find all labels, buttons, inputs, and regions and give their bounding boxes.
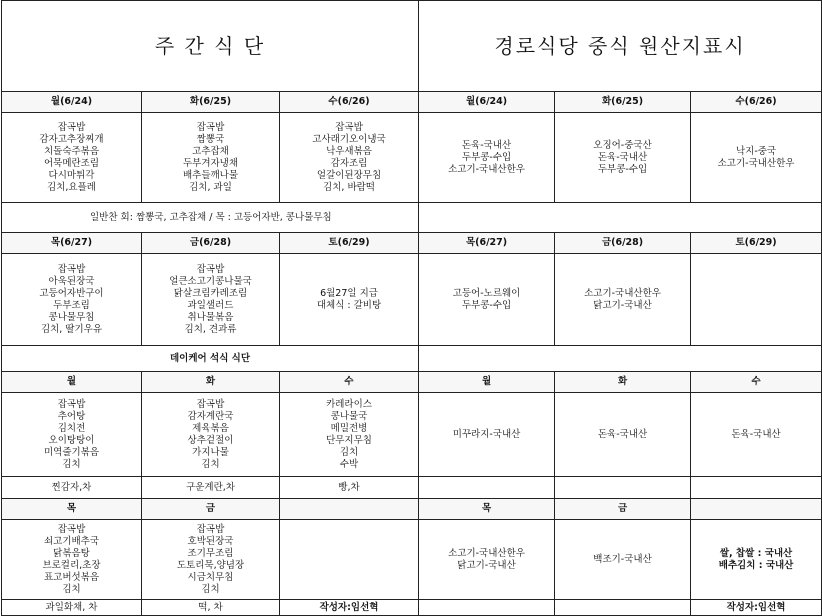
menu-cell: 잡곡밥 고사래기오이냉국 낙우새볶음 감자조림 얼갈이된장무침 김치, 바람떡	[280, 113, 419, 203]
daycare-day-header-row	[2, 372, 822, 393]
empty-cell	[555, 477, 691, 499]
origin-cell	[691, 254, 822, 346]
day-header: 목(6/27)	[2, 233, 142, 254]
empty-cell	[419, 346, 822, 372]
empty-cell	[691, 477, 822, 499]
day-header: 토(6/29)	[280, 233, 419, 254]
week1-menu-row	[2, 113, 822, 203]
origin-cell: 오징어-중국산 돈육-국내산 두부콩-수입	[555, 113, 691, 203]
daycare-menu-row	[2, 393, 822, 477]
week1-day-header-row	[2, 92, 822, 113]
menu-cell: 잡곡밥 추어탕 김치전 오이탕탕이 미역줄기볶음 김치	[2, 393, 142, 477]
snack-cell: 떡, 차	[142, 600, 280, 616]
menu-cell: 카레라이스 콩나물국 메밀전병 단무지무침 김치 수박	[280, 393, 419, 477]
empty-cell	[419, 203, 822, 233]
daycare-day-header-row-2	[2, 499, 822, 520]
menu-cell: 잡곡밥 아욱된장국 고등어자반구이 두부조림 콩나물무침 김치, 딸기우유	[2, 254, 142, 346]
day-header: 목(6/27)	[419, 233, 555, 254]
daycare-title-row	[2, 346, 822, 372]
day-header: 토(6/29)	[691, 233, 822, 254]
snack-cell: 구운계란,차	[142, 477, 280, 499]
menu-cell	[280, 520, 419, 600]
menu-cell: 잡곡밥 얼큰소고기콩나물국 닭살크림카레조림 과일샐러드 취나물볶음 김치, 견과류	[142, 254, 280, 346]
day-header: 수	[280, 372, 419, 393]
day-header	[691, 499, 822, 520]
origin-cell: 미꾸라지-국내산	[419, 393, 555, 477]
origin-cell: 낙지-중국 소고기-국내산한우	[691, 113, 822, 203]
day-header: 금(6/28)	[142, 233, 280, 254]
day-header: 월(6/24)	[419, 92, 555, 113]
day-header	[280, 499, 419, 520]
day-header: 목	[419, 499, 555, 520]
day-header: 화(6/25)	[555, 92, 691, 113]
origin-cell: 소고기-국내산한우 닭고기-국내산	[555, 254, 691, 346]
week2-day-header-row	[2, 233, 822, 254]
menu-cell: 잡곡밥 감자계란국 제육볶음 상추겉절이 가지나물 김치	[142, 393, 280, 477]
daycare-menu-row-2	[2, 520, 822, 600]
origin-cell: 돈육-국내산 두부콩-수입 소고기-국내산한우	[419, 113, 555, 203]
menu-cell: 잡곡밥 짬뽕국 고추잡채 두부겨자냉채 배추들깨나물 김치, 과일	[142, 113, 280, 203]
day-header: 수(6/26)	[280, 92, 419, 113]
empty-cell	[419, 477, 555, 499]
day-header: 금(6/28)	[555, 233, 691, 254]
day-header: 월	[419, 372, 555, 393]
day-header: 화	[555, 372, 691, 393]
author-cell: 작성자:임선혁	[280, 600, 419, 616]
day-header: 금	[555, 499, 691, 520]
day-header: 목	[2, 499, 142, 520]
day-header: 화	[142, 372, 280, 393]
menu-cell: 잡곡밥 감자고추장찌개 치돌숙주볶음 어묵메란조림 다시마튀각 김치,요플레	[2, 113, 142, 203]
daycare-title: 데이케어 석식 식단	[2, 346, 419, 372]
meal-table	[1, 0, 822, 616]
day-header: 금	[142, 499, 280, 520]
menu-cell: 잡곡밥 쇠고기배추국 닭볶음탕 브로컬리,초장 표고버섯볶음 김치	[2, 520, 142, 600]
origin-title: 경로식당 중식 원산지표시	[419, 1, 822, 92]
author-cell: 작성자:임선혁	[691, 600, 822, 616]
origin-cell: 돈육-국내산	[691, 393, 822, 477]
empty-cell	[419, 600, 555, 616]
snack-cell: 빵,차	[280, 477, 419, 499]
origin-cell: 쌀, 찹쌀 : 국내산 배추김치 : 국내산	[691, 520, 822, 600]
daycare-snack-row-2	[2, 600, 822, 616]
origin-cell: 소고기-국내산한우 닭고기-국내산	[419, 520, 555, 600]
day-header: 화(6/25)	[142, 92, 280, 113]
daycare-snack-row	[2, 477, 822, 499]
day-header: 월	[2, 372, 142, 393]
day-header: 수	[691, 372, 822, 393]
week2-menu-row	[2, 254, 822, 346]
day-header: 수(6/26)	[691, 92, 822, 113]
snack-cell: 찐감자,차	[2, 477, 142, 499]
side-dish-note: 일반찬 회: 짬뽕국, 고추잡채 / 목 : 고등어자반, 콩나물무침	[2, 203, 419, 233]
day-header: 월(6/24)	[2, 92, 142, 113]
origin-cell: 백조기-국내산	[555, 520, 691, 600]
origin-cell: 돈육-국내산	[555, 393, 691, 477]
weekly-menu-title: 주 간 식 단	[2, 1, 419, 92]
note-row	[2, 203, 822, 233]
menu-cell: 6월27일 지급 대체식 : 갈비탕	[280, 254, 419, 346]
menu-cell: 잡곡밥 호박된장국 조기무조림 도토리묵,양념장 시금치무침 김치	[142, 520, 280, 600]
snack-cell: 과일화채, 차	[2, 600, 142, 616]
empty-cell	[555, 600, 691, 616]
origin-cell: 고등어-노르웨이 두부콩-수입	[419, 254, 555, 346]
